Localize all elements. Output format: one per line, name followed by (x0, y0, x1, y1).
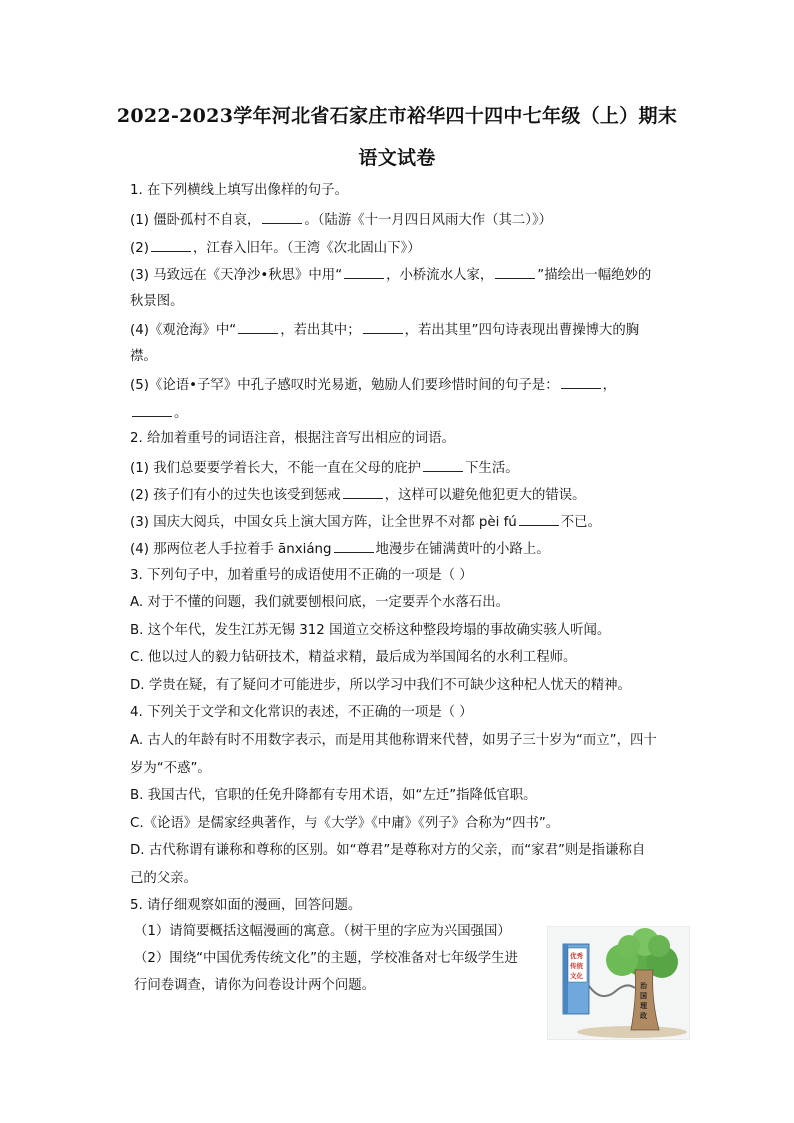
text-line (130, 593, 509, 613)
line-text: 4. 下列关于文学和文化常识的表述，不正确的一项是（ ） (130, 705, 473, 720)
line-text: (1) 我们总要要学着长大，不能一直在父母的庇护 (130, 461, 422, 476)
text-line (130, 484, 586, 506)
answer-blank[interactable] (151, 237, 191, 252)
book-text-2: 传统 (570, 962, 583, 970)
line-text: 1. 在下列横线上填写出像样的句子。 (130, 183, 348, 198)
text-line (130, 703, 473, 723)
exam-title-line-1: 2022-2023学年河北省石家庄市裕华四十四中七年级（上）期末 (116, 105, 678, 127)
text-line (130, 538, 550, 560)
answer-blank[interactable] (561, 374, 601, 389)
trunk-char-2: 国 (640, 992, 647, 1000)
line-text: (1) 僵卧孤村不自哀， (130, 213, 261, 228)
line-text: 下生活。 (465, 461, 519, 476)
answer-blank[interactable] (334, 538, 374, 553)
text-line (130, 676, 631, 696)
text-line (130, 347, 157, 367)
exam-title-line-2: 语文试卷 (358, 147, 436, 169)
line-text: 岁为“不惑”。 (130, 761, 211, 776)
text-line (130, 841, 645, 861)
text-line (130, 759, 211, 779)
text-line (130, 648, 576, 668)
line-text: ，这样可以避免他犯更大的错误。 (384, 488, 586, 503)
answer-blank[interactable] (238, 319, 278, 334)
text-line (130, 814, 559, 834)
text-line (130, 511, 601, 533)
text-line (130, 181, 348, 201)
line-text: C. 他以过人的毅力钻研技术，精益求精，最后成为举国闻名的水利工程师。 (130, 650, 577, 665)
text-line (130, 319, 639, 341)
text-line (130, 264, 651, 286)
text-line (134, 976, 375, 996)
line-text: A. 对于不懂的问题，我们就要刨根问底，一定要弄个水落石出。 (130, 595, 509, 610)
line-text: D. 古代称谓有谦称和尊称的区别。如“尊君”是尊称对方的父亲，而“家君”则是指谦称自 (130, 843, 646, 858)
line-text: ，江春入旧年。（王湾《次北固山下》） (192, 241, 421, 256)
answer-blank[interactable] (344, 264, 384, 279)
text-line (130, 209, 552, 231)
text-line (130, 786, 537, 806)
trunk-char-4: 政 (640, 1012, 647, 1020)
line-text: ”描绘出一幅绝妙的 (537, 268, 652, 283)
book-text-3: 文化 (570, 972, 583, 980)
answer-blank[interactable] (343, 484, 383, 499)
line-text: 秋景图。 (130, 294, 184, 309)
text-line (130, 292, 184, 312)
text-line (130, 896, 361, 916)
trunk-char-3: 理 (640, 1002, 647, 1010)
answer-blank[interactable] (132, 402, 172, 417)
line-text: (3) 国庆大阅兵，中国女兵上演大国方阵，让全世界不对都 pèi fú (130, 515, 517, 530)
line-text: 行问卷调查，请你为问卷设计两个问题。 (134, 978, 376, 993)
line-text: ，若出其里”四句诗表现出曹操博大的胸 (404, 323, 640, 338)
line-text: (3) 马致远在《天净沙•秋思》中用“ (130, 268, 343, 283)
line-text: 。 (174, 406, 188, 421)
line-text: A. 古人的年龄有时不用数字表示，而是用其他称谓来代替，如男子三十岁为“而立”，四十 (130, 733, 657, 748)
answer-blank[interactable] (495, 264, 535, 279)
text-line (134, 949, 518, 969)
text-line (130, 374, 616, 396)
line-text: （2）围绕“中国优秀传统文化”的主题，学校准备对七年级学生进 (134, 951, 518, 966)
trunk-char-1: 治 (640, 982, 647, 990)
line-text: (2) (130, 241, 149, 256)
line-text: (4)《观沧海》中“ (130, 323, 237, 338)
text-line (134, 922, 511, 942)
text-line (130, 457, 519, 479)
line-text: ，小桥流水人家， (386, 268, 494, 283)
line-text: 不已。 (560, 515, 601, 530)
text-line (130, 402, 187, 424)
text-line (130, 566, 473, 586)
book-text-1: 优秀 (570, 952, 583, 960)
line-text: 地漫步在铺满黄叶的小路上。 (375, 542, 550, 557)
line-text: B. 我国古代，官职的任免升降都有专用术语，如“左迁”指降低官职。 (130, 788, 537, 803)
line-text: (2) 孩子们有小的过失也该受到惩戒 (130, 488, 341, 503)
text-line (130, 429, 455, 449)
line-text: 己的父亲。 (130, 871, 197, 886)
line-text: (4) 那两位老人手拉着手 ānxiáng (130, 542, 332, 557)
line-text: （1）请简要概括这幅漫画的寓意。（树干里的字应为兴国强国） (134, 924, 511, 939)
text-line (130, 621, 610, 641)
text-line (130, 731, 657, 751)
line-text: B. 这个年代，发生江苏无锡 312 国道立交桥这种整段垮塌的事故确实骇人听闻。 (130, 623, 611, 638)
cartoon-illustration (547, 926, 690, 1040)
text-line (130, 869, 197, 889)
line-text: C.《论语》是儒家经典著作，与《大学》《中庸》《列子》合称为“四书”。 (130, 816, 560, 831)
line-text: 襟。 (130, 349, 157, 364)
answer-blank[interactable] (363, 319, 403, 334)
line-text: (5)《论语•子罕》中孔子感叹时光易逝，勉励人们要珍惜时间的句子是： (130, 378, 559, 393)
answer-blank[interactable] (262, 209, 302, 224)
line-text: 。（陆游《十一月四日风雨大作（其二）》） (304, 213, 553, 228)
line-text: D. 学贵在疑，有了疑问才可能进步，所以学习中我们不可缺少这种杞人忧天的精神。 (130, 678, 631, 693)
line-text: 3. 下列句子中，加着重号的成语使用不正确的一项是（ ） (130, 568, 473, 583)
line-text: 2. 给加着重号的词语注音，根据注音写出相应的词语。 (130, 431, 456, 446)
answer-blank[interactable] (423, 457, 463, 472)
text-line (130, 237, 421, 259)
line-text: ， (602, 378, 616, 393)
answer-blank[interactable] (519, 511, 559, 526)
line-text: 5. 请仔细观察如面的漫画，回答问题。 (130, 898, 362, 913)
line-text: ，若出其中； (280, 323, 361, 338)
